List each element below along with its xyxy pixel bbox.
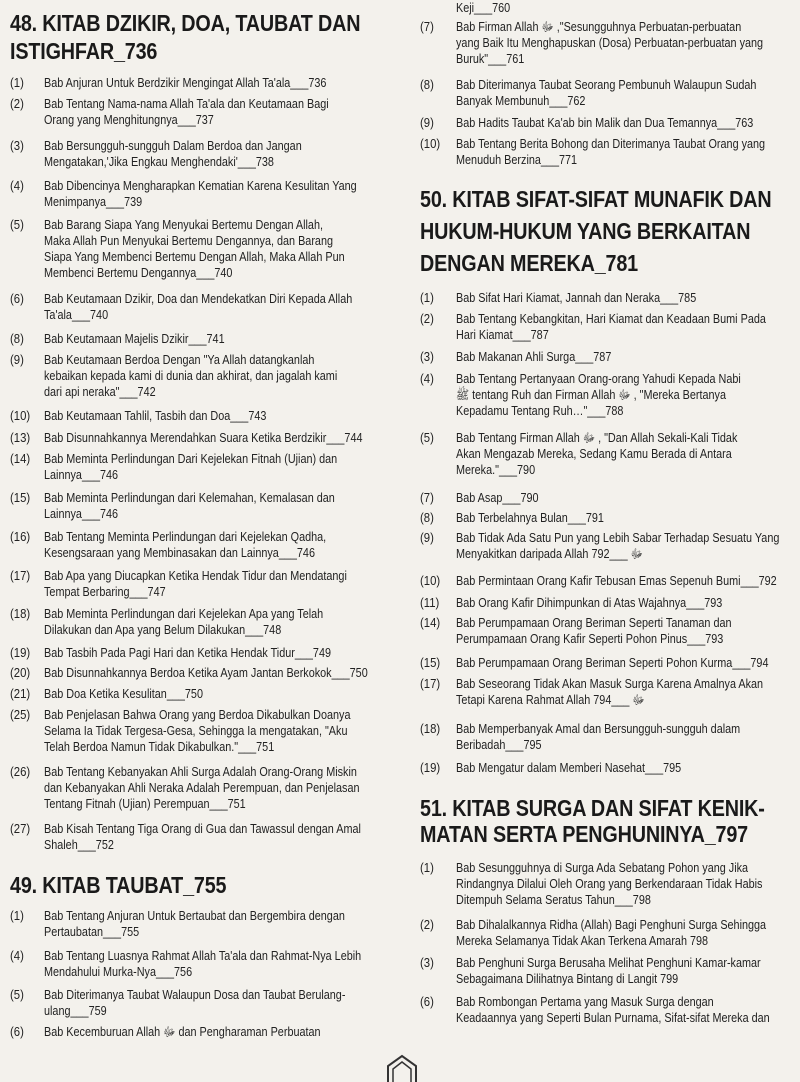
- section-49-heading: 49. KITAB TAUBAT_755: [10, 872, 227, 898]
- section-48-heading: 48. KITAB DZIKIR, DOA, TAUBAT DAN ISTIGHFAR_736: [10, 10, 361, 64]
- section-50-heading: 50. KITAB SIFAT-SIFAT MUNAFIK DAN HUKUM-HUKUM YANG BERKAITAN DENGAN MEREKA_781: [420, 186, 772, 276]
- section-51-heading: 51. KITAB SURGA DAN SIFAT KENIK- MATAN SERTA PENGHUNINYA_797: [420, 795, 765, 847]
- page-ornament-icon: [384, 1052, 420, 1082]
